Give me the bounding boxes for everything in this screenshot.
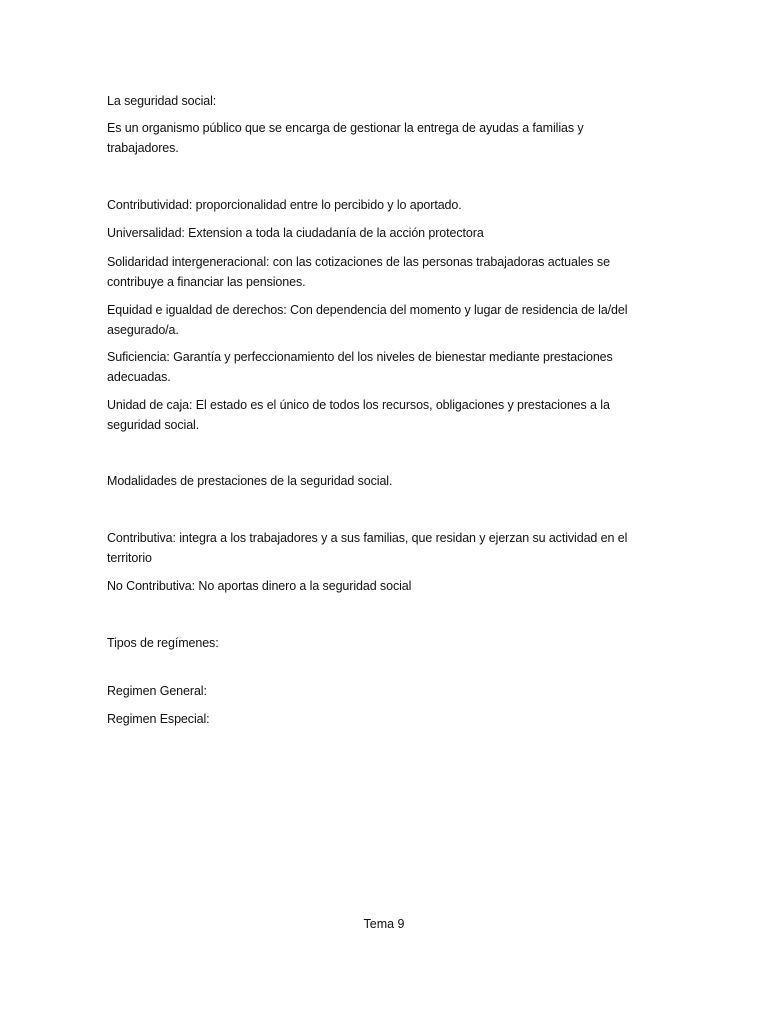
principle-contributividad: Contributividad: proporcionalidad entre lo percibido y lo aportado.: [107, 198, 462, 212]
principle-universalidad: Universalidad: Extension a toda la ciudadanía de la acción protectora: [107, 226, 484, 240]
modality-no-contributiva: No Contributiva: No aportas dinero a la seguridad social: [107, 579, 412, 593]
regimes-heading: Tipos de regímenes:: [107, 636, 219, 650]
principle-solidaridad: Solidaridad intergeneracional: con las cotizaciones de las personas trabajadoras actuales se contribuye a financiar las pensiones.: [107, 255, 610, 289]
modalities-heading: Modalidades de prestaciones de la seguridad social.: [107, 474, 393, 488]
document-heading: La seguridad social:: [107, 94, 217, 108]
definition-paragraph: Es un organismo público que se encarga de gestionar la entrega de ayudas a familias y trabajadores.: [107, 121, 584, 155]
regime-especial: Regimen Especial:: [107, 712, 210, 726]
principle-equidad: Equidad e igualdad de derechos: Con dependencia del momento y lugar de residencia de la/del asegurado/a.: [107, 303, 628, 337]
regime-general: Regimen General:: [107, 684, 207, 698]
page-footer: Tema 9: [363, 917, 405, 931]
principle-suficiencia: Suficiencia: Garantía y perfeccionamiento del los niveles de bienestar mediante prestaciones adecuadas.: [107, 350, 613, 384]
principle-unidad-de-caja: Unidad de caja: El estado es el único de todos los recursos, obligaciones y prestaciones a la seguridad social.: [107, 398, 610, 432]
modality-contributiva: Contributiva: integra a los trabajadores y a sus familias, que residan y ejerzan su actividad en el territorio: [107, 531, 628, 565]
